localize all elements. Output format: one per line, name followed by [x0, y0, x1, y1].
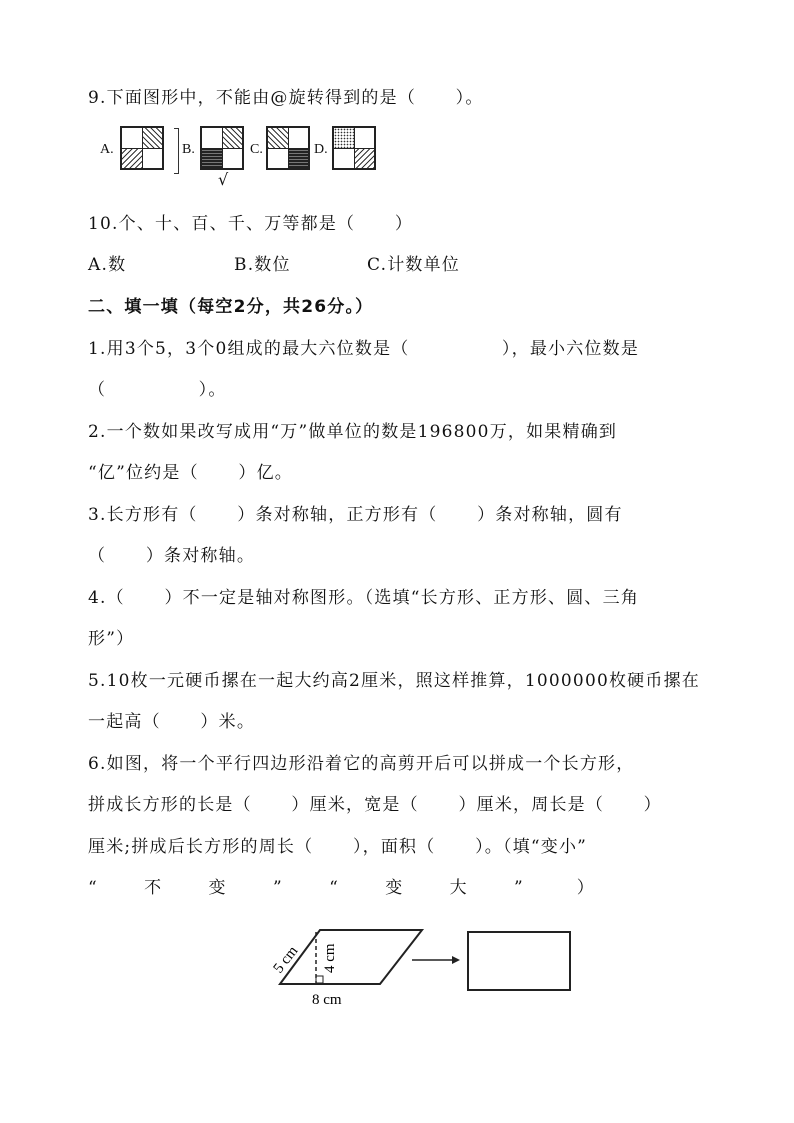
q4-line2: 形”）: [88, 629, 135, 649]
q9-option-d-icon: [332, 126, 376, 170]
q1-line2: （ ）。: [88, 380, 227, 400]
q9-option-b-label: B.: [182, 142, 195, 157]
q9-option-c-label: C.: [250, 142, 263, 157]
height-label: 4 cm: [322, 943, 338, 973]
side-label: 5 cm: [270, 943, 302, 977]
section-title: 二、填一填（每空2分，共26分。）: [88, 297, 374, 317]
check-mark-icon: √: [218, 170, 229, 189]
bracket-mark: [174, 128, 179, 174]
q10-option-a: A.数: [88, 255, 127, 275]
rectangle-shape: [468, 932, 570, 990]
base-label: 8 cm: [312, 992, 342, 1008]
q4-line1: 4.（ ）不一定是轴对称图形。（选填“长方形、正方形、圆、三角: [88, 588, 640, 608]
q9-option-c-icon: [266, 126, 310, 170]
q1-line1: 1.用3个5，3个0组成的最大六位数是（ ），最小六位数是: [88, 339, 640, 359]
q9-option-b-icon: [200, 126, 244, 170]
q9-options-figure: [100, 124, 400, 194]
q3-line1: 3.长方形有（ ）条对称轴，正方形有（ ）条对称轴，圆有: [88, 505, 623, 525]
q2-line2: “亿”位约是（ ）亿。: [88, 463, 294, 483]
q10-option-c: C.计数单位: [367, 255, 461, 275]
q5-line1: 5.10枚一元硬币摞在一起大约高2厘米，照这样推算，1000000枚硬币摞在: [88, 671, 700, 691]
q6-line4: “ 不 变 ” “ 变 大 ” ）: [88, 878, 595, 898]
q5-line2: 一起高（ ）米。: [88, 712, 256, 732]
q2-line1: 2.一个数如果改写成用“万”做单位的数是196800万，如果精确到: [88, 422, 618, 442]
q6-line3: 厘米;拼成后长方形的周长（ ），面积（ ）。（填“变小”: [88, 837, 588, 857]
q9-option-a-label: A.: [100, 142, 114, 157]
q6-line2: 拼成长方形的长是（ ）厘米，宽是（ ）厘米，周长是（ ）: [88, 795, 662, 815]
q6-line1: 6.如图，将一个平行四边形沿着它的高剪开后可以拼成一个长方形，: [88, 754, 635, 774]
parallelogram-diagram: [260, 918, 590, 1018]
arrow-head-icon: [452, 956, 460, 964]
q9-stem: 9.下面图形中，不能由@旋转得到的是（ ）。: [88, 88, 484, 108]
q10-stem: 10.个、十、百、千、万等都是（ ）: [88, 214, 414, 234]
right-angle-mark: [316, 976, 323, 983]
parallelogram-shape: [280, 930, 422, 984]
q10-option-b: B.数位: [234, 255, 291, 275]
q3-line2: （ ）条对称轴。: [88, 546, 256, 566]
q9-option-d-label: D.: [314, 142, 328, 157]
q9-option-a-icon: [120, 126, 164, 170]
